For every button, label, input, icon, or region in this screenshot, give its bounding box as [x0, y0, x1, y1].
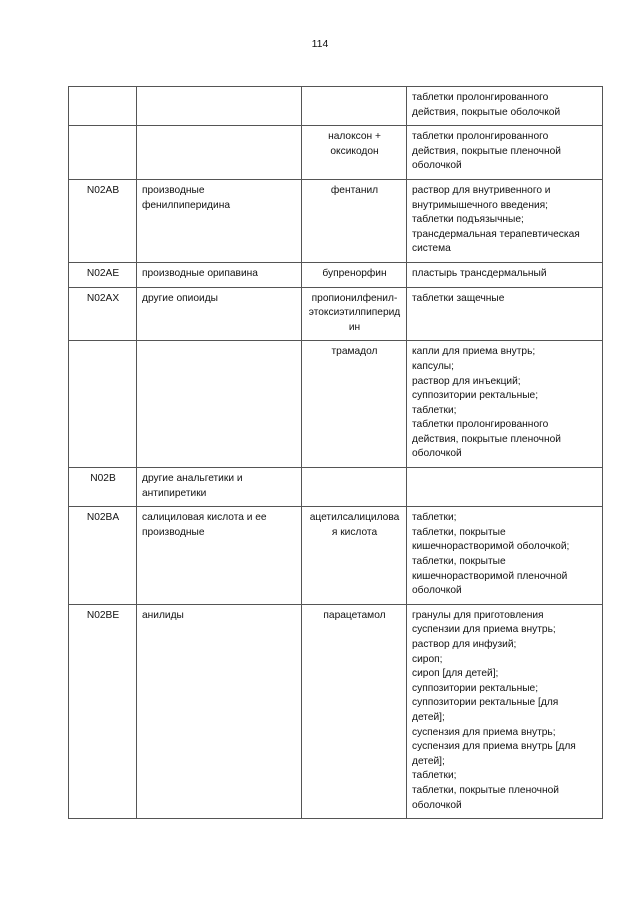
dosage-forms-cell — [407, 507, 603, 605]
table-row — [69, 287, 603, 341]
drug-name-line: оксикодон — [330, 145, 379, 157]
dosage-forms-line: раствор для инфузий; — [412, 639, 517, 650]
atc-code-cell: N02AB — [69, 179, 137, 262]
drug-name-line: парацетамол — [323, 609, 386, 621]
dosage-forms-line: сироп [для детей]; — [412, 668, 499, 680]
dosage-forms-line: таблетки пролонгированного — [412, 92, 549, 103]
dosage-forms-line: таблетки пролонгированного — [412, 131, 549, 143]
drug-table-body — [69, 87, 603, 819]
dosage-forms-line: суппозитории ректальные; — [412, 390, 539, 402]
dosage-forms-line: трансдермальная терапевтическая — [412, 228, 580, 240]
group-cell — [137, 604, 302, 818]
atc-code-cell: N02AE — [69, 262, 137, 287]
dosage-forms-line: таблетки подъязычные; — [412, 214, 524, 226]
dosage-forms-line: капли для приема внутрь; — [412, 346, 536, 358]
dosage-forms-cell — [407, 341, 603, 468]
drug-name-line: этоксиэтилпиперид — [308, 307, 401, 319]
drug-name-line: пропионилфенил- — [311, 292, 398, 304]
group-cell — [137, 507, 302, 605]
group-line: антипиретики — [142, 487, 207, 499]
dosage-forms-line: суппозитории ректальные [для — [412, 697, 559, 709]
dosage-forms-line: детей]; — [412, 755, 445, 767]
drug-name-cell — [302, 262, 407, 287]
drug-name-cell — [302, 604, 407, 818]
drug-name-cell — [302, 468, 407, 507]
dosage-forms-line: оболочкой — [412, 448, 462, 460]
dosage-forms-line: оболочкой — [412, 585, 462, 597]
dosage-forms-cell — [407, 604, 603, 818]
drug-name-cell — [302, 341, 407, 468]
group-line: другие опиоиды — [142, 292, 218, 304]
drug-name-line: фентанил — [330, 184, 379, 196]
dosage-forms-line: таблетки защечные — [412, 292, 505, 304]
drug-name-cell — [302, 87, 407, 126]
group-line: производные — [142, 184, 205, 196]
drug-name-cell — [302, 287, 407, 341]
dosage-forms-line: сироп; — [412, 653, 443, 665]
dosage-forms-line: детей]; — [412, 711, 445, 723]
atc-code-cell: N02BA — [69, 507, 137, 605]
atc-code-cell: N02B — [69, 468, 137, 507]
group-line: другие анальгетики и — [142, 473, 243, 485]
dosage-forms-cell — [407, 179, 603, 262]
group-cell — [137, 179, 302, 262]
dosage-forms-line: таблетки, покрытые — [412, 526, 506, 538]
dosage-forms-line: гранулы для приготовления — [412, 609, 544, 621]
table-row — [69, 468, 603, 507]
dosage-forms-line: кишечнорастворимой пленочной — [412, 570, 568, 582]
dosage-forms-line: суспензия для приема внутрь; — [412, 726, 556, 738]
dosage-forms-line: система — [412, 243, 451, 255]
atc-code-cell — [69, 126, 137, 180]
table-row — [69, 179, 603, 262]
dosage-forms-line: таблетки; — [412, 404, 457, 416]
dosage-forms-line: действия, покрытые пленочной — [412, 433, 561, 445]
group-cell — [137, 287, 302, 341]
dosage-forms-line: суспензия для приема внутрь [для — [412, 741, 576, 753]
group-line: салициловая кислота и ее — [142, 512, 267, 524]
drug-name-line: трамадол — [331, 346, 378, 358]
table-row — [69, 262, 603, 287]
drug-name-line: ацетилсалицилова — [309, 512, 400, 524]
dosage-forms-line: оболочкой — [412, 799, 462, 811]
dosage-forms-line: раствор для инъекций; — [412, 375, 521, 387]
atc-code-cell — [69, 341, 137, 468]
drug-name-line: ин — [348, 321, 361, 333]
drug-name-cell — [302, 179, 407, 262]
drug-name-line: я кислота — [331, 526, 378, 538]
group-cell — [137, 468, 302, 507]
dosage-forms-cell — [407, 126, 603, 180]
dosage-forms-line: капсулы; — [412, 360, 454, 372]
dosage-forms-line: таблетки; — [412, 770, 457, 782]
dosage-forms-line: внутримышечного введения; — [412, 199, 548, 211]
dosage-forms-line: раствор для внутривенного и — [412, 184, 551, 196]
dosage-forms-line: оболочкой — [412, 160, 462, 172]
dosage-forms-line: суппозитории ректальные; — [412, 682, 539, 694]
dosage-forms-line: таблетки, покрытые пленочной — [412, 784, 559, 796]
dosage-forms-line: действия, покрытые оболочкой — [412, 106, 561, 118]
group-line: производные орипавина — [142, 267, 258, 279]
table-row — [69, 604, 603, 818]
dosage-forms-line: таблетки; — [412, 512, 457, 524]
drug-name-cell — [302, 126, 407, 180]
dosage-forms-cell — [407, 262, 603, 287]
group-line: фенилпиперидина — [142, 199, 230, 211]
group-line: производные — [142, 526, 205, 538]
table-row — [69, 126, 603, 180]
drug-table — [68, 86, 603, 819]
dosage-forms-line: суспензии для приема внутрь; — [412, 624, 556, 636]
drug-name-cell — [302, 507, 407, 605]
table-row — [69, 87, 603, 126]
group-cell — [137, 262, 302, 287]
dosage-forms-line: действия, покрытые пленочной — [412, 145, 561, 157]
dosage-forms-line: таблетки пролонгированного — [412, 419, 549, 431]
group-line: анилиды — [142, 609, 184, 621]
dosage-forms-cell — [407, 287, 603, 341]
dosage-forms-line: кишечнорастворимой оболочкой; — [412, 541, 570, 553]
atc-code-cell: N02BE — [69, 604, 137, 818]
dosage-forms-line: пластырь трансдермальный — [412, 267, 547, 279]
drug-name-line: налоксон + — [328, 131, 381, 143]
page-number: 114 — [311, 38, 329, 50]
dosage-forms-line: таблетки, покрытые — [412, 556, 506, 568]
group-cell — [137, 341, 302, 468]
atc-code-cell — [69, 87, 137, 126]
dosage-forms-cell — [407, 468, 603, 507]
table-row — [69, 507, 603, 605]
group-cell — [137, 87, 302, 126]
dosage-forms-cell — [407, 87, 603, 126]
group-cell — [137, 126, 302, 180]
table-row — [69, 341, 603, 468]
drug-name-line: бупренорфин — [322, 267, 387, 279]
atc-code-cell: N02AX — [69, 287, 137, 341]
